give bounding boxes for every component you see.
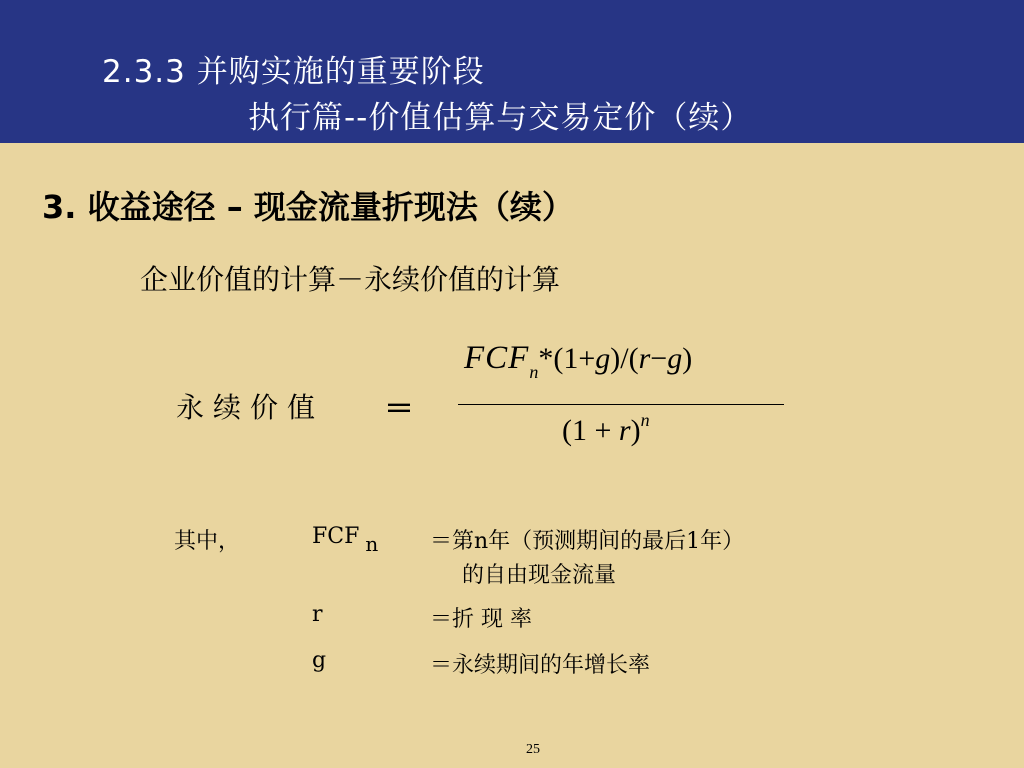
formula-denominator: [562, 410, 650, 448]
numerator-fcf: FCF: [464, 340, 530, 376]
numerator-subscript: n: [529, 362, 539, 382]
numerator-g2: g: [667, 342, 683, 375]
section-heading: 3. 收益途径 – 现金流量折现法（续）: [42, 188, 574, 226]
numerator-minus: −: [650, 342, 668, 375]
numerator-part-1: *(1+: [538, 342, 596, 375]
subheading: 企业价值的计算－永续价值的计算: [140, 263, 561, 296]
formula-numerator: [464, 340, 693, 382]
denominator-r: r: [618, 414, 631, 447]
denominator-close: ): [630, 414, 641, 447]
numerator-r: r: [638, 342, 651, 375]
definition-term-r: r: [312, 602, 323, 627]
denominator-open: (1 +: [562, 414, 619, 447]
page-number: 25: [526, 742, 540, 757]
numerator-g1: g: [595, 342, 611, 375]
definition-desc-r: ＝折 现 率: [430, 607, 532, 632]
slide-title-line2: 执行篇--价值估算与交易定价（续）: [248, 100, 753, 136]
denominator-superscript: n: [640, 410, 650, 430]
definition-desc-fcf: ＝第n年（预测期间的最后1年）: [430, 529, 745, 554]
slide-title-line1: 2.3.3 并购实施的重要阶段: [102, 54, 485, 90]
term-fcf-subscript: n: [365, 532, 379, 556]
definition-term-g: g: [312, 648, 327, 673]
perpetuity-formula: [458, 340, 788, 460]
definitions-intro: 其中，: [174, 529, 241, 554]
numerator-close: ): [682, 342, 693, 375]
definition-desc-g: ＝永续期间的年增长率: [430, 653, 651, 678]
numerator-part-2: )/(: [610, 342, 639, 375]
fraction-bar: [458, 404, 784, 405]
definition-term-fcf: [312, 524, 379, 556]
formula-equals-sign: ＝: [384, 392, 414, 427]
definition-desc-fcf-cont: 的自由现金流量: [462, 563, 617, 588]
term-fcf-label: FCF: [312, 524, 360, 549]
header-bar: [0, 0, 1024, 143]
formula-label: 永续价值: [176, 391, 325, 424]
